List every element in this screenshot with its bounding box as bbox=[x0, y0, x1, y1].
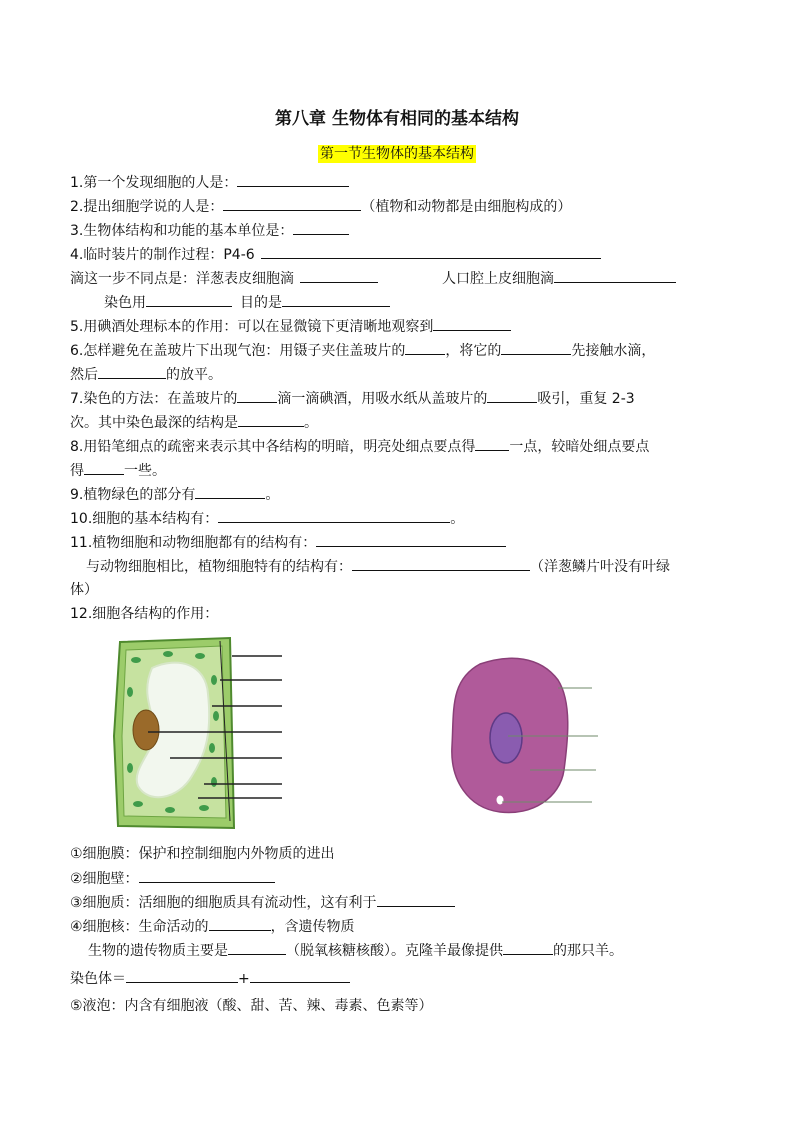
answer-4 bbox=[70, 916, 355, 937]
question-11-sub bbox=[86, 556, 670, 577]
answer-text: 生物的遗传物质主要是 bbox=[88, 943, 228, 959]
question-11 bbox=[70, 532, 506, 553]
question-text: 10.细胞的基本结构有： bbox=[70, 511, 219, 527]
answer-4-chromosome bbox=[70, 968, 350, 989]
answer-blank[interactable] bbox=[405, 340, 445, 355]
answer-text: 的那只羊。 bbox=[553, 943, 623, 959]
question-text: 9.植物绿色的部分有 bbox=[70, 487, 196, 503]
answer-text: ⑤液泡：内含有细胞液（酸、甜、苦、辣、毒素、色素等） bbox=[70, 998, 433, 1014]
question-note: 体） bbox=[70, 582, 98, 598]
answer-blank[interactable] bbox=[554, 268, 676, 283]
question-11-cont bbox=[70, 580, 98, 600]
chloroplast bbox=[211, 777, 217, 787]
question-10 bbox=[70, 508, 464, 529]
answer-text: ③细胞质：活细胞的细胞质具有流动性，这有利于 bbox=[70, 895, 377, 911]
chloroplast bbox=[165, 807, 175, 813]
question-text: 吸引，重复 2-3 bbox=[537, 391, 635, 407]
answer-blank[interactable] bbox=[228, 940, 286, 955]
question-text: 一些。 bbox=[124, 463, 166, 479]
subtitle-wrap bbox=[0, 143, 794, 163]
question-text: 先接触水滴， bbox=[571, 343, 656, 359]
question-text: 7.染色的方法：在盖玻片的 bbox=[70, 391, 238, 407]
chloroplast bbox=[211, 675, 217, 685]
question-text: 2.提出细胞学说的人是： bbox=[70, 199, 224, 215]
question-4 bbox=[70, 244, 601, 265]
animal-cell-diagram bbox=[440, 650, 604, 822]
question-8-cont bbox=[70, 460, 166, 481]
answer-blank[interactable] bbox=[316, 532, 506, 547]
answer-blank[interactable] bbox=[223, 196, 361, 211]
question-text: ，将它的 bbox=[445, 343, 502, 359]
answer-blank[interactable] bbox=[433, 316, 511, 331]
answer-text: ②细胞壁： bbox=[70, 871, 139, 887]
question-8 bbox=[70, 436, 649, 457]
plant-nucleus bbox=[133, 710, 159, 750]
question-text: 滴一滴碘酒，用吸水纸从盖玻片的 bbox=[277, 391, 488, 407]
answer-blank[interactable] bbox=[237, 172, 349, 187]
answer-blank[interactable] bbox=[352, 556, 530, 571]
question-text: 滴这一步不同点是：洋葱表皮细胞滴 bbox=[70, 271, 294, 287]
answer-1 bbox=[70, 844, 335, 864]
chloroplast bbox=[163, 651, 173, 657]
answer-text: ①细胞膜：保护和控制细胞内外物质的进出 bbox=[70, 846, 335, 862]
chloroplast bbox=[195, 653, 205, 659]
answer-blank[interactable] bbox=[146, 292, 232, 307]
question-text: 4.临时装片的制作过程：P4-6 bbox=[70, 247, 255, 263]
answer-blank[interactable] bbox=[209, 916, 271, 931]
question-text: 5.用碘酒处理标本的作用：可以在显微镜下更清晰地观察到 bbox=[70, 319, 434, 335]
question-text: 6.怎样避免在盖玻片下出现气泡：用镊子夹住盖玻片的 bbox=[70, 343, 406, 359]
question-12 bbox=[70, 604, 218, 624]
answer-blank[interactable] bbox=[218, 508, 450, 523]
question-text: 8.用铅笔细点的疏密来表示其中各结构的明暗，明亮处细点要点得 bbox=[70, 439, 476, 455]
chloroplast bbox=[209, 743, 215, 753]
chloroplast bbox=[199, 805, 209, 811]
question-text: 12.细胞各结构的作用： bbox=[70, 606, 219, 622]
chloroplast bbox=[127, 763, 133, 773]
answer-2 bbox=[70, 868, 275, 889]
answer-text: ，含遗传物质 bbox=[270, 919, 355, 935]
animal-vacuole bbox=[497, 796, 504, 805]
answer-blank[interactable] bbox=[293, 220, 349, 235]
question-6-cont bbox=[70, 364, 222, 385]
answer-blank[interactable] bbox=[261, 244, 601, 259]
chloroplast bbox=[131, 657, 141, 663]
question-text: 11.植物细胞和动物细胞都有的结构有： bbox=[70, 535, 317, 551]
question-7 bbox=[70, 388, 635, 409]
answer-4-sub bbox=[88, 940, 623, 961]
question-note: （洋葱鳞片叶没有叶绿 bbox=[530, 559, 670, 575]
question-note: （植物和动物都是由细胞构成的） bbox=[361, 199, 572, 215]
answer-blank[interactable] bbox=[195, 484, 265, 499]
animal-nucleus bbox=[490, 713, 522, 763]
answer-blank[interactable] bbox=[126, 968, 238, 983]
question-2 bbox=[70, 196, 571, 217]
answer-3 bbox=[70, 892, 455, 913]
answer-text: （脱氧核糖核酸）。克隆羊最像提供 bbox=[286, 943, 503, 959]
question-text: 1.第一个发现细胞的人是： bbox=[70, 175, 238, 191]
question-7-cont bbox=[70, 412, 318, 433]
question-text: 3.生物体结构和功能的基本单位是： bbox=[70, 223, 294, 239]
question-text: 与动物细胞相比，植物细胞特有的结构有： bbox=[86, 559, 352, 575]
answer-blank[interactable] bbox=[237, 388, 277, 403]
answer-blank[interactable] bbox=[98, 364, 166, 379]
question-3 bbox=[70, 220, 349, 241]
answer-blank[interactable] bbox=[487, 388, 537, 403]
answer-blank[interactable] bbox=[250, 968, 350, 983]
question-5 bbox=[70, 316, 511, 337]
question-text: 然后 bbox=[70, 367, 98, 383]
chloroplast bbox=[127, 687, 133, 697]
question-9 bbox=[70, 484, 279, 505]
question-4-sub2 bbox=[104, 292, 390, 313]
question-text: 目的是 bbox=[240, 295, 282, 311]
answer-blank[interactable] bbox=[300, 268, 378, 283]
question-text: 。 bbox=[304, 415, 318, 431]
answer-5 bbox=[70, 996, 433, 1016]
answer-text: ④细胞核：生命活动的 bbox=[70, 919, 209, 935]
question-text: 得 bbox=[70, 463, 84, 479]
answer-text: 染色体＝ bbox=[70, 971, 126, 987]
question-1 bbox=[70, 172, 349, 193]
answer-blank[interactable] bbox=[475, 436, 509, 451]
question-text: 。 bbox=[450, 511, 465, 527]
question-6 bbox=[70, 340, 655, 361]
question-text: 一点，较暗处细点要点 bbox=[509, 439, 650, 455]
answer-blank[interactable] bbox=[139, 868, 275, 883]
question-text: 的放平。 bbox=[166, 367, 222, 383]
question-text: 人口腔上皮细胞滴 bbox=[442, 271, 554, 287]
answer-blank[interactable] bbox=[501, 340, 571, 355]
question-4-sub1 bbox=[70, 268, 676, 289]
answer-blank[interactable] bbox=[238, 412, 304, 427]
chloroplast bbox=[133, 801, 143, 807]
page-title: 第八章 生物体有相同的基本结构 bbox=[275, 109, 519, 129]
answer-blank[interactable] bbox=[503, 940, 553, 955]
answer-blank[interactable] bbox=[282, 292, 390, 307]
answer-blank[interactable] bbox=[84, 460, 124, 475]
answer-blank[interactable] bbox=[377, 892, 455, 907]
question-text: 染色用 bbox=[104, 295, 146, 311]
section-subtitle: 第一节生物体的基本结构 bbox=[320, 146, 474, 162]
plant-cell-diagram bbox=[108, 636, 292, 832]
question-text: 次。其中染色最深的结构是 bbox=[70, 415, 238, 431]
chloroplast bbox=[213, 711, 219, 721]
answer-text: + bbox=[238, 971, 250, 987]
question-text: 。 bbox=[265, 487, 280, 503]
